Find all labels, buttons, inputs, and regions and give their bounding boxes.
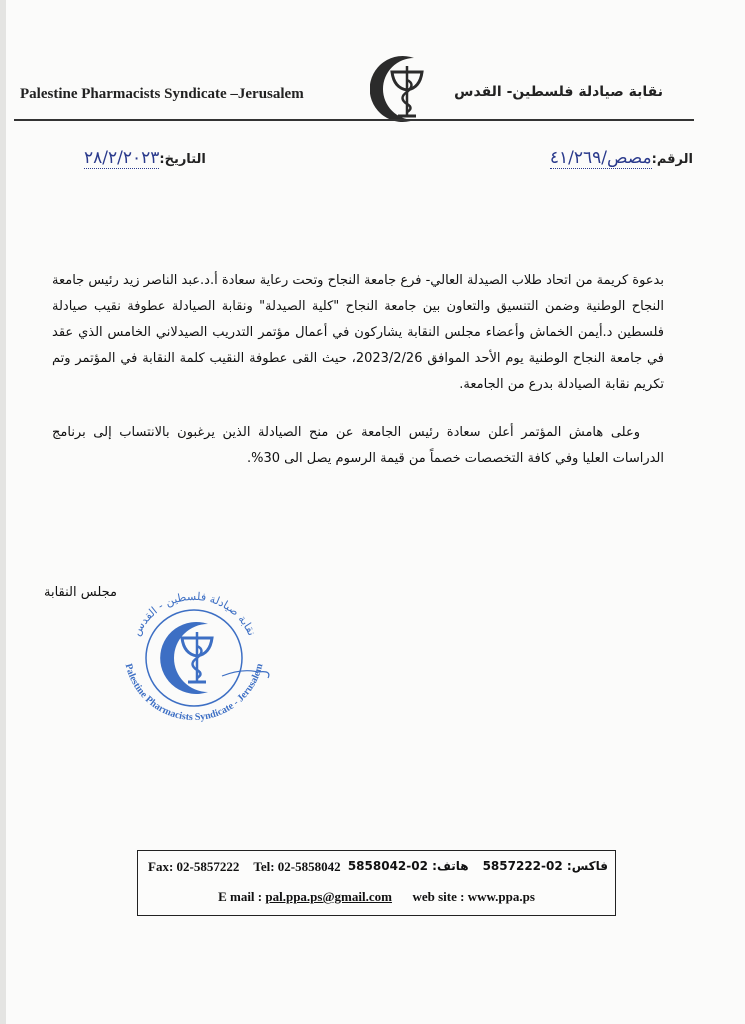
body-paragraph-2: وعلى هامش المؤتمر أعلن سعادة رئيس الجامعة عن منح الصيادلة الذين يرغبون بالانتساب إلى برنامج الدراسات العليا وفي كافة التخصصات خصماً من قيمة الرسوم يصل الى 30%. bbox=[52, 425, 664, 466]
letter-body bbox=[52, 268, 664, 472]
signature-label: مجلس النقابة bbox=[44, 585, 117, 600]
email-link[interactable]: pal.ppa.ps@gmail.com bbox=[265, 889, 392, 904]
footer-phones-english bbox=[148, 859, 341, 875]
website-label: web site : bbox=[412, 889, 465, 904]
letter-date bbox=[84, 148, 206, 168]
stamp-text-arabic: نقابة صيادلة فلسطين - القدس bbox=[129, 589, 259, 638]
tel-english: Tel: 02-5858042 bbox=[253, 859, 341, 874]
org-name-english: Palestine Pharmacists Syndicate –Jerusalem bbox=[20, 86, 304, 102]
footer-web-row bbox=[138, 889, 615, 905]
page-edge bbox=[0, 0, 6, 1024]
stamp-text-english: Palestine Pharmacists Syndicate - Jerusalem bbox=[122, 662, 266, 724]
website-link[interactable]: www.ppa.ps bbox=[467, 889, 535, 904]
contact-footer bbox=[137, 850, 616, 916]
syndicate-stamp bbox=[112, 580, 274, 730]
fax-english: Fax: 02-5857222 bbox=[148, 859, 240, 874]
fax-arabic: فاكس: 02-5857222 bbox=[482, 859, 608, 873]
tel-arabic: هاتف: 02-5858042 bbox=[347, 859, 469, 873]
letter-date-label: التاريخ: bbox=[159, 152, 206, 167]
body-paragraph-1: بدعوة كريمة من اتحاد طلاب الصيدلة العالي- فرع جامعة النجاح وتحت رعاية سعادة أ.د.عبد الناصر زيد رئيس جامعة النجاح الوطنية وضمن التنسيق والتعاون بين جامعة النجاح "كلية الصيدلة" ونقابة الصيادلة عطوفة نقيب صيادلة فلسطين د.أيمن الخماش وأعضاء مجلس النقابة يشاركون في أعمال مؤتمر التدريب الصيدلاني الخامس الذي عقد في جامعة النجاح الوطنية يوم الأحد الموافق 2023/2/26، حيث القى عطوفة النقيب كلمة النقابة في المؤتمر وتم تكريم نقابة الصيادلة بدرع من الجامعة. bbox=[52, 273, 665, 392]
reference-number-label: الرقم: bbox=[651, 152, 693, 167]
org-name-arabic: نقابة صيادلة فلسطين- القدس bbox=[454, 84, 663, 100]
letter-date-value: ٢٨/٢/٢٠٢٣ bbox=[84, 148, 160, 168]
email-label: E mail : bbox=[218, 889, 263, 904]
reference-number-value: مصص/٤١/٢٦٩ bbox=[549, 148, 652, 168]
footer-phones-arabic bbox=[348, 859, 608, 873]
caduceus-cup-icon bbox=[370, 54, 438, 124]
header-divider bbox=[14, 119, 694, 121]
reference-number bbox=[550, 148, 693, 168]
footer-phone-row bbox=[148, 859, 608, 877]
